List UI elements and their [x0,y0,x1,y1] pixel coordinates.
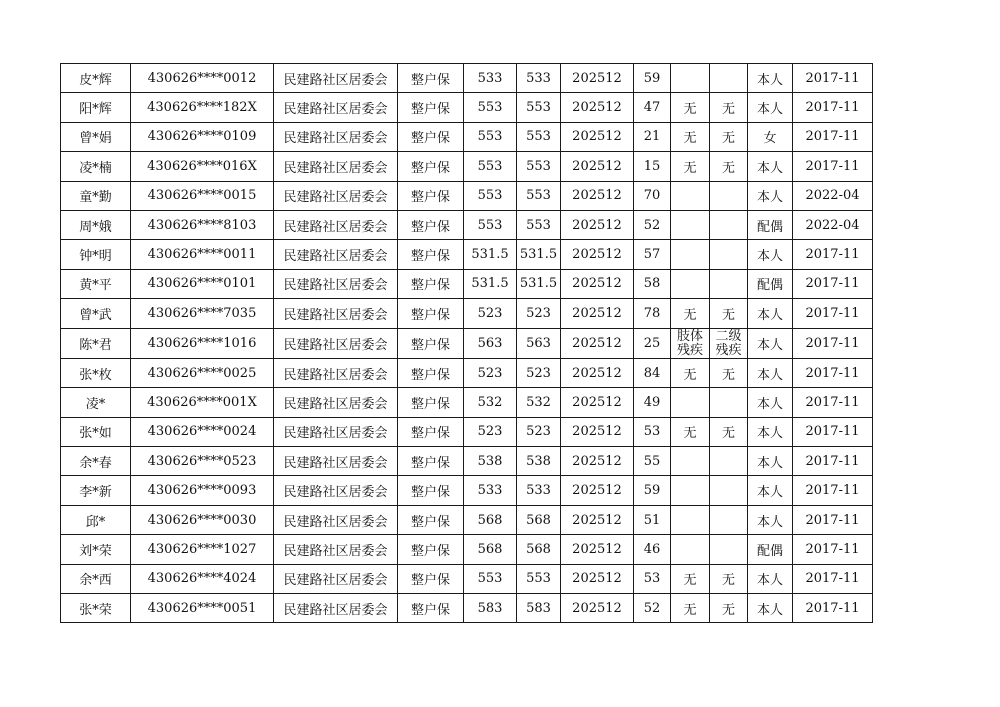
disability-type-cell [671,447,710,476]
id-number-cell: 430626****0024 [131,417,274,446]
name-cell: 皮*辉 [61,64,131,93]
table-row [61,181,873,210]
start-date-cell: 2017-11 [793,152,873,181]
community-cell: 民建路社区居委会 [274,269,398,298]
table-row [61,564,873,593]
period-cell: 202512 [561,358,634,387]
disability-type-cell [671,210,710,239]
amount-paid-cell: 532 [517,388,561,417]
id-number-cell: 430626****7035 [131,299,274,328]
assistance-type-cell: 整户保 [398,93,464,122]
age-cell: 53 [634,417,671,446]
period-cell: 202512 [561,122,634,151]
amount-paid-cell: 531.5 [517,240,561,269]
amount-cell: 523 [464,358,517,387]
amount-cell: 583 [464,594,517,623]
relationship-cell: 本人 [748,447,793,476]
disability-level-cell [710,447,748,476]
age-cell: 52 [634,210,671,239]
name-cell: 张*荣 [61,594,131,623]
disability-type-cell [671,505,710,534]
id-number-cell: 430626****0015 [131,181,274,210]
assistance-type-cell: 整户保 [398,358,464,387]
amount-paid-cell: 583 [517,594,561,623]
id-number-cell: 430626****016X [131,152,274,181]
start-date-cell: 2017-11 [793,594,873,623]
amount-cell: 533 [464,476,517,505]
disability-type-cell: 无 [671,122,710,151]
period-cell: 202512 [561,64,634,93]
start-date-cell: 2022-04 [793,210,873,239]
name-cell: 刘*荣 [61,535,131,564]
name-cell: 余*春 [61,447,131,476]
id-number-cell: 430626****0011 [131,240,274,269]
relationship-cell: 本人 [748,64,793,93]
disability-type-cell [671,64,710,93]
amount-cell: 523 [464,299,517,328]
name-cell: 凌*楠 [61,152,131,181]
age-cell: 57 [634,240,671,269]
disability-level-cell [710,505,748,534]
amount-paid-cell: 538 [517,447,561,476]
community-cell: 民建路社区居委会 [274,93,398,122]
disability-level-cell [710,269,748,298]
id-number-cell: 430626****0012 [131,64,274,93]
assistance-type-cell: 整户保 [398,564,464,593]
disability-level-cell [710,476,748,505]
disability-type-cell [671,269,710,298]
period-cell: 202512 [561,417,634,446]
name-cell: 曾*武 [61,299,131,328]
amount-paid-cell: 568 [517,535,561,564]
start-date-cell: 2017-11 [793,240,873,269]
name-cell: 张*枚 [61,358,131,387]
period-cell: 202512 [561,269,634,298]
relationship-cell: 本人 [748,299,793,328]
name-cell: 李*新 [61,476,131,505]
assistance-type-cell: 整户保 [398,447,464,476]
community-cell: 民建路社区居委会 [274,122,398,151]
period-cell: 202512 [561,535,634,564]
benefit-roster-table [60,63,873,623]
table-row [61,476,873,505]
disability-level-cell: 无 [710,417,748,446]
table-row [61,594,873,623]
start-date-cell: 2022-04 [793,181,873,210]
relationship-cell: 配偶 [748,535,793,564]
period-cell: 202512 [561,152,634,181]
amount-cell: 553 [464,152,517,181]
amount-cell: 568 [464,505,517,534]
age-cell: 59 [634,64,671,93]
assistance-type-cell: 整户保 [398,417,464,446]
relationship-cell: 本人 [748,476,793,505]
table-row [61,358,873,387]
name-cell: 阳*辉 [61,93,131,122]
disability-level-cell: 无 [710,93,748,122]
disability-level-cell [710,64,748,93]
amount-cell: 538 [464,447,517,476]
table-row [61,122,873,151]
name-cell: 陈*君 [61,328,131,358]
start-date-cell: 2017-11 [793,476,873,505]
start-date-cell: 2017-11 [793,535,873,564]
disability-type-cell: 无 [671,93,710,122]
start-date-cell: 2017-11 [793,388,873,417]
assistance-type-cell: 整户保 [398,64,464,93]
period-cell: 202512 [561,594,634,623]
start-date-cell: 2017-11 [793,358,873,387]
name-cell: 凌* [61,388,131,417]
relationship-cell: 本人 [748,93,793,122]
table-row [61,269,873,298]
amount-paid-cell: 533 [517,64,561,93]
relationship-cell: 本人 [748,358,793,387]
amount-cell: 533 [464,64,517,93]
amount-cell: 563 [464,328,517,358]
assistance-type-cell: 整户保 [398,269,464,298]
amount-cell: 532 [464,388,517,417]
age-cell: 21 [634,122,671,151]
age-cell: 25 [634,328,671,358]
disability-level-cell [710,181,748,210]
period-cell: 202512 [561,210,634,239]
relationship-cell: 配偶 [748,210,793,239]
community-cell: 民建路社区居委会 [274,240,398,269]
community-cell: 民建路社区居委会 [274,476,398,505]
start-date-cell: 2017-11 [793,505,873,534]
disability-level-cell [710,535,748,564]
assistance-type-cell: 整户保 [398,594,464,623]
disability-type-cell [671,535,710,564]
period-cell: 202512 [561,476,634,505]
disability-type-cell: 无 [671,152,710,181]
age-cell: 84 [634,358,671,387]
id-number-cell: 430626****0093 [131,476,274,505]
table-row [61,64,873,93]
age-cell: 70 [634,181,671,210]
period-cell: 202512 [561,447,634,476]
id-number-cell: 430626****182X [131,93,274,122]
age-cell: 78 [634,299,671,328]
id-number-cell: 430626****1027 [131,535,274,564]
table-row [61,535,873,564]
disability-level-cell [710,240,748,269]
start-date-cell: 2017-11 [793,269,873,298]
name-cell: 童*勤 [61,181,131,210]
amount-paid-cell: 563 [517,328,561,358]
community-cell: 民建路社区居委会 [274,181,398,210]
id-number-cell: 430626****0109 [131,122,274,151]
table-row [61,505,873,534]
table-row [61,447,873,476]
id-number-cell: 430626****0523 [131,447,274,476]
age-cell: 58 [634,269,671,298]
community-cell: 民建路社区居委会 [274,564,398,593]
period-cell: 202512 [561,564,634,593]
amount-paid-cell: 523 [517,358,561,387]
amount-paid-cell: 523 [517,417,561,446]
start-date-cell: 2017-11 [793,93,873,122]
amount-cell: 553 [464,122,517,151]
disability-level-cell: 无 [710,122,748,151]
name-cell: 张*如 [61,417,131,446]
amount-cell: 531.5 [464,240,517,269]
assistance-type-cell: 整户保 [398,388,464,417]
start-date-cell: 2017-11 [793,564,873,593]
period-cell: 202512 [561,181,634,210]
disability-type-cell [671,240,710,269]
table-row [61,152,873,181]
start-date-cell: 2017-11 [793,417,873,446]
table-row [61,299,873,328]
disability-type-cell: 无 [671,358,710,387]
id-number-cell: 430626****001X [131,388,274,417]
table-row [61,240,873,269]
assistance-type-cell: 整户保 [398,152,464,181]
relationship-cell: 本人 [748,181,793,210]
relationship-cell: 本人 [748,388,793,417]
assistance-type-cell: 整户保 [398,299,464,328]
age-cell: 59 [634,476,671,505]
amount-paid-cell: 533 [517,476,561,505]
relationship-cell: 本人 [748,417,793,446]
assistance-type-cell: 整户保 [398,210,464,239]
start-date-cell: 2017-11 [793,64,873,93]
assistance-type-cell: 整户保 [398,181,464,210]
disability-level-cell [710,210,748,239]
table-row [61,328,873,358]
community-cell: 民建路社区居委会 [274,535,398,564]
age-cell: 53 [634,564,671,593]
age-cell: 15 [634,152,671,181]
start-date-cell: 2017-11 [793,447,873,476]
relationship-cell: 女 [748,122,793,151]
table-row [61,93,873,122]
table-row [61,388,873,417]
relationship-cell: 本人 [748,328,793,358]
community-cell: 民建路社区居委会 [274,299,398,328]
period-cell: 202512 [561,505,634,534]
disability-level-cell: 无 [710,152,748,181]
amount-paid-cell: 553 [517,122,561,151]
community-cell: 民建路社区居委会 [274,417,398,446]
amount-paid-cell: 553 [517,152,561,181]
age-cell: 52 [634,594,671,623]
period-cell: 202512 [561,93,634,122]
community-cell: 民建路社区居委会 [274,358,398,387]
amount-cell: 553 [464,210,517,239]
assistance-type-cell: 整户保 [398,122,464,151]
disability-level-cell: 无 [710,594,748,623]
period-cell: 202512 [561,299,634,328]
id-number-cell: 430626****0025 [131,358,274,387]
assistance-type-cell: 整户保 [398,535,464,564]
amount-cell: 568 [464,535,517,564]
id-number-cell: 430626****0030 [131,505,274,534]
period-cell: 202512 [561,240,634,269]
disability-level-cell: 无 [710,299,748,328]
amount-cell: 523 [464,417,517,446]
community-cell: 民建路社区居委会 [274,64,398,93]
assistance-type-cell: 整户保 [398,505,464,534]
name-cell: 余*西 [61,564,131,593]
disability-type-cell: 无 [671,417,710,446]
disability-type-cell: 无 [671,299,710,328]
period-cell: 202512 [561,328,634,358]
id-number-cell: 430626****4024 [131,564,274,593]
name-cell: 邱* [61,505,131,534]
name-cell: 钟*明 [61,240,131,269]
community-cell: 民建路社区居委会 [274,210,398,239]
age-cell: 51 [634,505,671,534]
id-number-cell: 430626****1016 [131,328,274,358]
disability-level-cell: 无 [710,564,748,593]
community-cell: 民建路社区居委会 [274,388,398,417]
community-cell: 民建路社区居委会 [274,505,398,534]
community-cell: 民建路社区居委会 [274,152,398,181]
assistance-type-cell: 整户保 [398,240,464,269]
relationship-cell: 本人 [748,505,793,534]
amount-cell: 531.5 [464,269,517,298]
amount-paid-cell: 553 [517,181,561,210]
amount-paid-cell: 568 [517,505,561,534]
relationship-cell: 配偶 [748,269,793,298]
age-cell: 46 [634,535,671,564]
amount-paid-cell: 553 [517,564,561,593]
amount-paid-cell: 523 [517,299,561,328]
name-cell: 周*娥 [61,210,131,239]
age-cell: 47 [634,93,671,122]
disability-type-cell: 肢体残疾 [671,328,710,358]
start-date-cell: 2017-11 [793,122,873,151]
table-row [61,417,873,446]
age-cell: 49 [634,388,671,417]
amount-cell: 553 [464,564,517,593]
disability-type-cell [671,476,710,505]
table-body [61,64,873,623]
age-cell: 55 [634,447,671,476]
id-number-cell: 430626****0051 [131,594,274,623]
id-number-cell: 430626****8103 [131,210,274,239]
disability-type-cell [671,388,710,417]
amount-paid-cell: 553 [517,210,561,239]
disability-level-cell: 无 [710,358,748,387]
disability-level-cell [710,388,748,417]
id-number-cell: 430626****0101 [131,269,274,298]
name-cell: 曾*娟 [61,122,131,151]
assistance-type-cell: 整户保 [398,328,464,358]
relationship-cell: 本人 [748,240,793,269]
period-cell: 202512 [561,388,634,417]
start-date-cell: 2017-11 [793,299,873,328]
start-date-cell: 2017-11 [793,328,873,358]
amount-paid-cell: 531.5 [517,269,561,298]
amount-paid-cell: 553 [517,93,561,122]
table-row [61,210,873,239]
relationship-cell: 本人 [748,594,793,623]
amount-cell: 553 [464,93,517,122]
community-cell: 民建路社区居委会 [274,328,398,358]
assistance-type-cell: 整户保 [398,476,464,505]
disability-type-cell [671,181,710,210]
relationship-cell: 本人 [748,564,793,593]
amount-cell: 553 [464,181,517,210]
community-cell: 民建路社区居委会 [274,594,398,623]
name-cell: 黄*平 [61,269,131,298]
disability-type-cell: 无 [671,564,710,593]
relationship-cell: 本人 [748,152,793,181]
disability-level-cell: 二级残疾 [710,328,748,358]
disability-type-cell: 无 [671,594,710,623]
community-cell: 民建路社区居委会 [274,447,398,476]
